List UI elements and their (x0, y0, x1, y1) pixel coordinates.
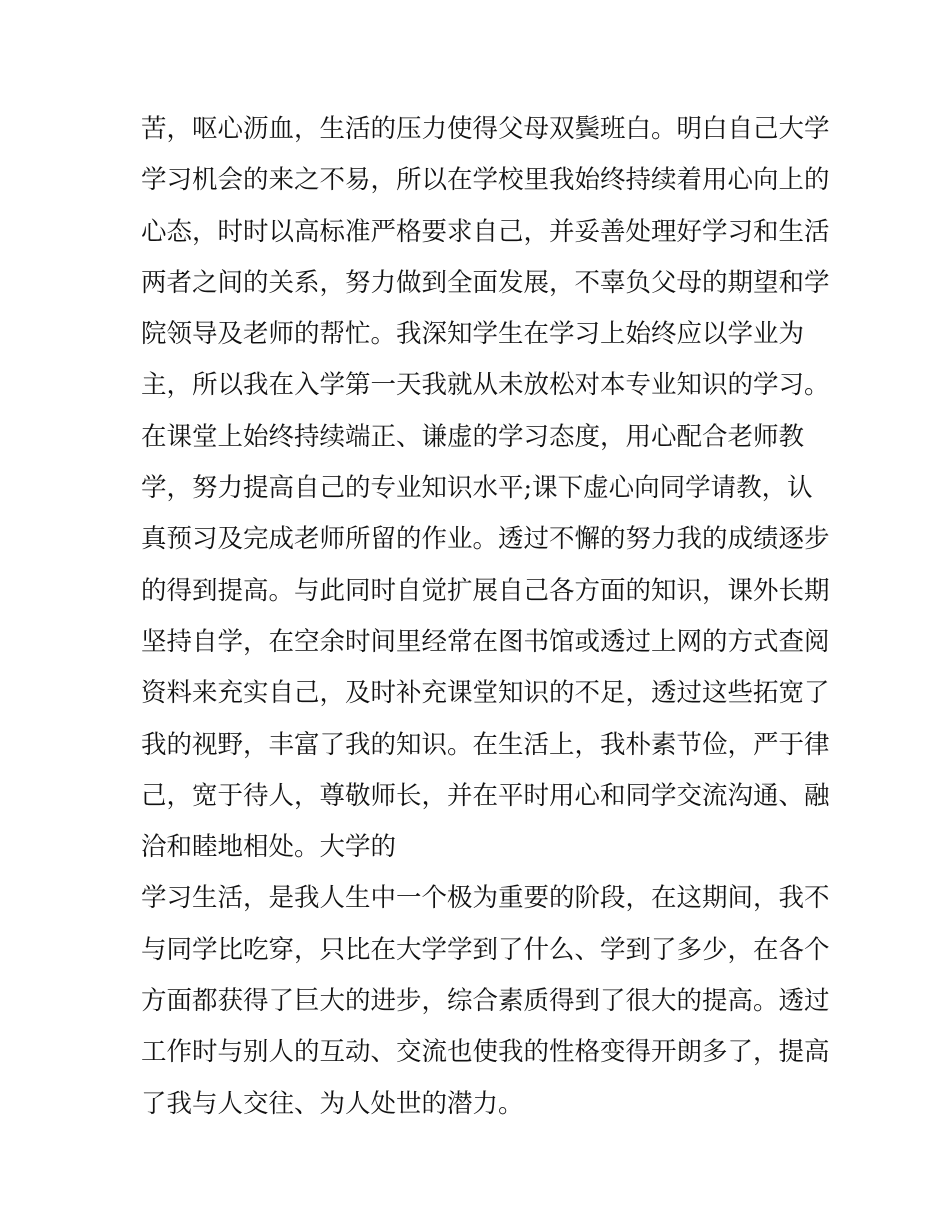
text-line: 资料来充实自己，及时补充课堂知识的不足，透过这些拓宽了 (141, 678, 830, 709)
text-line: 己，宽于待人，尊敬师长，并在平时用心和同学交流沟通、融 (141, 780, 830, 811)
text-line: 在课堂上始终持续端正、谦虚的学习态度，用心配合老师教 (141, 421, 805, 452)
text-line: 学习机会的来之不易，所以在学校里我始终持续着用心向上的 (141, 165, 830, 196)
text-line: 工作时与别人的互动、交流也使我的性格变得开朗多了，提高 (141, 1037, 830, 1068)
text-line: 主，所以我在入学第一天我就从未放松对本专业知识的学习。 (141, 370, 830, 401)
text-line: 方面都获得了巨大的进步，综合素质得到了很大的提高。透过 (141, 986, 830, 1017)
text-line: 苦，呕心沥血，生活的压力使得父母双鬓班白。明白自己大学 (141, 114, 830, 144)
text-line: 我的视野，丰富了我的知识。在生活上，我朴素节俭，严于律 (141, 729, 830, 760)
text-line: 洽和睦地相处。大学的 (141, 832, 397, 863)
text-line: 坚持自学，在空余时间里经常在图书馆或透过上网的方式查阅 (141, 626, 830, 657)
text-line: 的得到提高。与此同时自觉扩展自己各方面的知识，课外长期 (141, 575, 830, 606)
text-line: 与同学比吃穿，只比在大学学到了什么、学到了多少，在各个 (141, 934, 830, 965)
text-line: 学习生活，是我人生中一个极为重要的阶段，在这期间，我不 (141, 883, 830, 914)
text-line: 真预习及完成老师所留的作业。透过不懈的努力我的成绩逐步 (141, 524, 830, 555)
text-line: 两者之间的关系，努力做到全面发展，不辜负父母的期望和学 (141, 267, 830, 298)
body-text (141, 104, 831, 1130)
text-line: 学，努力提高自己的专业知识水平;课下虚心向同学请教，认 (141, 473, 813, 504)
text-line: 了我与人交往、为人处世的潜力。 (141, 1088, 524, 1119)
text-line: 院领导及老师的帮忙。我深知学生在学习上始终应以学业为 (141, 319, 805, 350)
text-line: 心态，时时以高标准严格要求自己，并妥善处理好学习和生活 (141, 216, 830, 247)
